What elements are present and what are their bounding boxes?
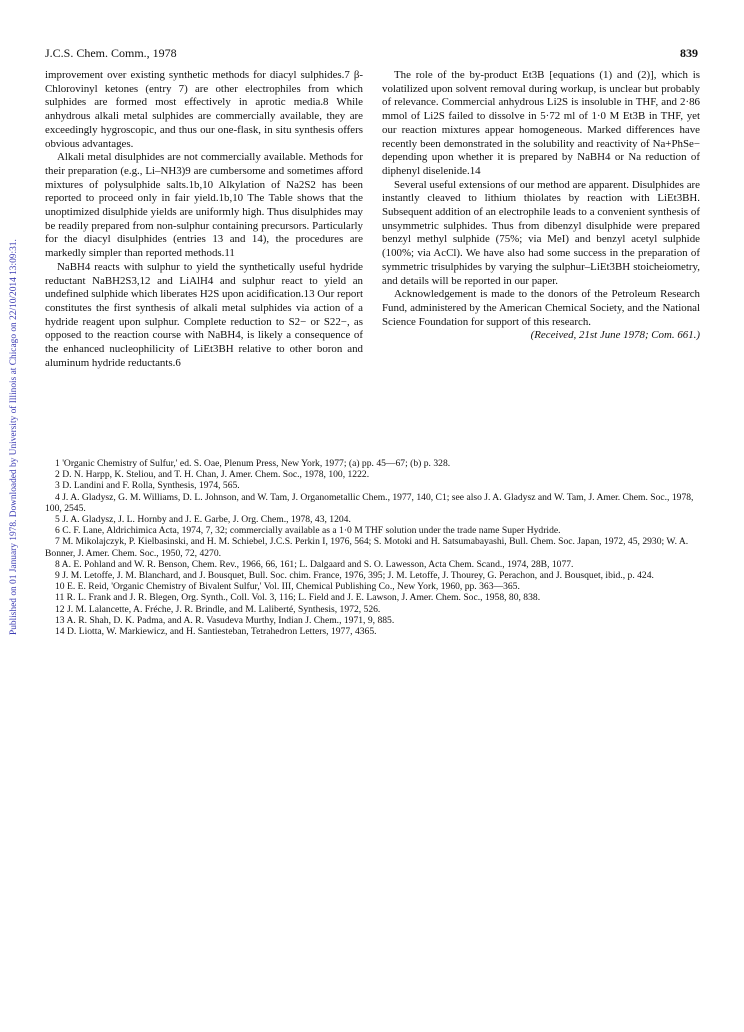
footnote: 12 J. M. Lalancette, A. Fréche, J. R. Brindle, and M. Laliberté, Synthesis, 1972, 526. [55, 603, 381, 615]
footnote: 3 D. Landini and F. Rolla, Synthesis, 1974, 565. [55, 480, 240, 492]
footnote: 2 D. N. Harpp, K. Steliou, and T. H. Chan, J. Amer. Chem. Soc., 1978, 100, 1222. [55, 469, 370, 481]
paragraph: Several useful extensions of our method are apparent. Disulphides are instantly cleaved to lithium thiolates by reaction with LiEt3BH. Subsequent addition of an electrophile leads to a convenient synthesis of unsymmetric sulphides. Thus from dibenzyl disulphide were prepared benzyl methyl sulphide (75%; via MeI) and benzyl acetyl sulphide (100%; via AcCl). We have also had some success in the preparation of symmetric trisulphides by varying the sulphur–LiEt3BH stoicheiometry, and details will be reported in our paper. [382, 178, 700, 287]
footnotes [45, 458, 698, 637]
paragraph: NaBH4 reacts with sulphur to yield the synthetically useful hydride reductant NaBH2S3,12 and LiAlH4 and sulphur react to yield an undefined sulphide which liberates H2S upon acidification.13 Our report constitutes the first synthesis of alkali metal sulphides via action of a hydride reagent upon sulphur. Complete reduction to S2− or S22−, as opposed to the reaction course with NaBH4, is likely a consequence of the enhanced nucleophilicity of LiEt3BH relative to other boron and aluminum hydride reductants.6 [45, 260, 363, 369]
download-watermark-text: Published on 01 January 1978. Downloaded by University of Illinois at Chicago on 22/10/2014 13:09:31. [9, 239, 19, 635]
footnote: 5 J. A. Gladysz, J. L. Hornby and J. E. Garbe, J. Org. Chem., 1978, 43, 1204. [55, 514, 351, 526]
footnote: 8 A. E. Pohland and W. R. Benson, Chem. Rev., 1966, 66, 161; L. Dalgaard and S. O. Lawesson, Acta Chem. Scand., 1974, 28B, 1077. [55, 558, 574, 570]
footnote: 13 A. R. Shah, D. K. Padma, and A. R. Vasudeva Murthy, Indian J. Chem., 1971, 9, 885. [55, 614, 395, 626]
journal-title: J.C.S. Chem. Comm., 1978 [45, 46, 177, 60]
page-header [45, 46, 698, 62]
paragraph: The role of the by-product Et3B [equations (1) and (2)], which is volatilized upon solvent removal during workup, is unclear but probably of relevance. Commercial anhydrous Li2S is insoluble in THF, and 2·86 mmol of Li2S failed to dissolve in 5·72 ml of 1·0 M Et3B in THF, yet our reaction mixtures appear homogeneous. Marked differences have recently been demonstrated in the solubility and reactivity of Na+PhSe− depending upon whether it is prepared by NaBH4 or Na reduction of diphenyl diselenide.14 [382, 69, 700, 177]
paragraph: Alkali metal disulphides are not commercially available. Methods for their preparation (e.g., Li–NH3)9 are cumbersome and sometimes afford mixtures of polysulphide salts.1b,10 Alkylation of Na2S2 has been reported to proceed only in fair yield.1b,10 The Table shows that the unoptimized disulphide yields are uniformly high. Thus disulphides may be readily prepared from non-sulphur containing precursors. Particularly for the diacyl disulphides (entries 13 and 14), the procedures are markedly simpler than reported methods.11 [45, 151, 363, 260]
footnote: 1 'Organic Chemistry of Sulfur,' ed. S. Oae, Plenum Press, New York, 1977; (a) pp. 45—67; (b) p. 328. [55, 458, 451, 469]
footnote: 6 C. F. Lane, Aldrichimica Acta, 1974, 7, 32; commercially available as a 1·0 M THF solution under the trade name Super Hydride. [55, 525, 561, 537]
footnote: 14 D. Liotta, W. Markiewicz, and H. Santiesteban, Tetrahedron Letters, 1977, 4365. [55, 626, 377, 638]
footnote: 10 E. E. Reid, 'Organic Chemistry of Bivalent Sulfur,' Vol. III, Chemical Publishing Co., New York, 1960, pp. 363—365. [55, 581, 520, 593]
page-number: 839 [680, 46, 698, 60]
footnote: 7 M. Mikolajczyk, P. Kielbasinski, and H. M. Schiebel, J.C.S. Perkin I, 1976, 564; S. Motoki and H. Satsumabayashi, Bull. Chem. Soc. Japan, 1972, 45, 2930; W. A. Bonner, J. Amer. Chem. Soc., 1950, 72, 4270. [45, 536, 689, 559]
left-column [45, 69, 363, 370]
download-watermark [2, 175, 19, 635]
footnote: 4 J. A. Gladysz, G. M. Williams, D. L. Johnson, and W. Tam, J. Organometallic Chem., 1977, 140, C1; see also J. A. Gladysz and W. Tam, J. Amer. Chem. Soc., 1978, 100, 2545. [45, 491, 694, 514]
acknowledgement: Acknowledgement is made to the donors of the Petroleum Research Fund, administered by the American Chemical Society, and the National Science Foundation for support of this research. [382, 288, 700, 328]
footnote: 9 J. M. Letoffe, J. M. Blanchard, and J. Bousquet, Bull. Soc. chim. France, 1976, 395; J. M. Letoffe, J. Thourey, G. Perachon, and J. Bousquet, ibid., p. 424. [55, 570, 654, 582]
paragraph: improvement over existing synthetic methods for diacyl sulphides.7 β-Chlorovinyl ketones (entry 7) are other electrophiles from which sulphides are formed most effectively in aprotic media.8 While anhydrous alkali metal sulphides are commercially available, they are exceedingly hygroscopic, and thus our one-flask, in situ synthesis offers obvious advantages. [45, 69, 363, 150]
footnote: 11 R. L. Frank and J. R. Blegen, Org. Synth., Coll. Vol. 3, 116; L. Field and J. E. Lawson, J. Amer. Chem. Soc., 1958, 80, 838. [55, 592, 541, 604]
right-column [382, 69, 700, 343]
received-date: (Received, 21st June 1978; Com. 661.) [530, 329, 700, 342]
